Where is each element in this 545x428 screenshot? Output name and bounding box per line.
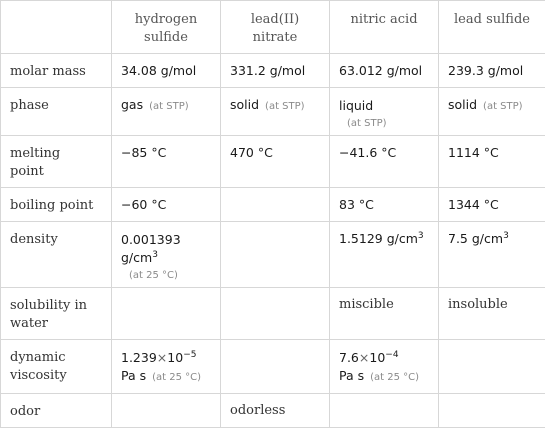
- cell-value: [112, 288, 221, 340]
- row-solubility: [1, 288, 545, 340]
- column-header-line: hydrogen: [121, 11, 211, 29]
- cell-value: [112, 188, 221, 222]
- cell-text: insoluble: [448, 297, 508, 312]
- row-label-line: water: [10, 315, 102, 333]
- cell-note: (at STP): [483, 101, 523, 112]
- cell-unit-line: [121, 249, 211, 267]
- cell-value: [439, 222, 545, 288]
- cell-value: [221, 222, 330, 288]
- row-label-melting-point: [1, 136, 112, 188]
- cell-value: [112, 54, 221, 88]
- cell-value: [221, 88, 330, 136]
- column-header-line: lead(II): [230, 11, 320, 29]
- cell-value: [221, 188, 330, 222]
- cell-value: [330, 88, 439, 136]
- cell-sci-number: [121, 349, 211, 367]
- header-row: [1, 1, 545, 54]
- cell-exponent: 3: [503, 231, 509, 241]
- cell-text: miscible: [339, 297, 394, 312]
- column-header-hydrogen-sulfide: [112, 1, 221, 54]
- cell-value: [112, 222, 221, 288]
- column-header-lead-nitrate: [221, 1, 330, 54]
- column-header-nitric-acid: [330, 1, 439, 54]
- cell-text: odorless: [230, 403, 285, 418]
- row-label-boiling-point: [1, 188, 112, 222]
- cell-text: −85 °C: [121, 145, 166, 160]
- row-label-line: molar mass: [10, 63, 102, 81]
- cell-exponent: −5: [183, 350, 196, 360]
- cell-exponent: 3: [152, 250, 158, 260]
- cell-text: 331.2 g/mol: [230, 63, 305, 78]
- row-label-line: phase: [10, 97, 102, 115]
- cell-unit: Pa s: [121, 368, 146, 383]
- cell-value: [330, 288, 439, 340]
- row-label-dynamic-viscosity: [1, 340, 112, 394]
- cell-times: ×: [359, 350, 369, 365]
- cell-unit-line: [339, 367, 429, 387]
- cell-value: [221, 54, 330, 88]
- cell-base: 10: [167, 350, 183, 365]
- cell-text: 1344 °C: [448, 197, 499, 212]
- cell-value: [439, 136, 545, 188]
- row-label-line: odor: [10, 403, 102, 421]
- cell-value: [112, 136, 221, 188]
- cell-value: [330, 188, 439, 222]
- cell-text: 470 °C: [230, 145, 273, 160]
- row-molar-mass: [1, 54, 545, 88]
- row-label-line: density: [10, 231, 102, 249]
- cell-note: (at 25 °C): [121, 270, 211, 281]
- cell-text: solid: [448, 97, 477, 112]
- cell-mantissa: 1.239: [121, 350, 157, 365]
- cell-text: 0.001393: [121, 231, 211, 249]
- row-density: [1, 222, 545, 288]
- row-phase: [1, 88, 545, 136]
- row-label-density: [1, 222, 112, 288]
- cell-unit-line: [121, 367, 211, 387]
- column-header-line: sulfide: [121, 29, 211, 47]
- cell-unit: Pa s: [339, 368, 364, 383]
- column-header-line: lead sulfide: [448, 11, 536, 29]
- corner-cell: [1, 1, 112, 54]
- cell-text: 7.5 g/cm: [448, 231, 503, 246]
- cell-value: [439, 88, 545, 136]
- row-label-line: boiling point: [10, 197, 102, 215]
- cell-value: [221, 340, 330, 394]
- cell-text: 239.3 g/mol: [448, 63, 523, 78]
- column-header-lead-sulfide: [439, 1, 545, 54]
- cell-text: solid: [230, 97, 259, 112]
- row-label-line: point: [10, 163, 102, 181]
- cell-text: 1114 °C: [448, 145, 499, 160]
- row-label-line: dynamic: [10, 349, 102, 367]
- cell-value: [330, 222, 439, 288]
- cell-unit: g/cm: [121, 250, 152, 265]
- cell-text: liquid: [339, 97, 429, 115]
- cell-exponent: 3: [418, 231, 424, 241]
- cell-value: [439, 288, 545, 340]
- cell-note: (at STP): [149, 101, 189, 112]
- cell-value: [221, 288, 330, 340]
- cell-text: 63.012 g/mol: [339, 63, 422, 78]
- cell-base: 10: [369, 350, 385, 365]
- cell-note: (at 25 °C): [152, 372, 201, 383]
- cell-value: [439, 340, 545, 394]
- cell-value: [112, 340, 221, 394]
- cell-text: 34.08 g/mol: [121, 63, 196, 78]
- row-label-molar-mass: [1, 54, 112, 88]
- cell-value: [221, 136, 330, 188]
- row-dynamic-viscosity: [1, 340, 545, 394]
- cell-text: 1.5129 g/cm: [339, 231, 418, 246]
- cell-text: −41.6 °C: [339, 145, 396, 160]
- cell-text: −60 °C: [121, 197, 166, 212]
- cell-text: 83 °C: [339, 197, 374, 212]
- cell-mantissa: 7.6: [339, 350, 359, 365]
- column-header-line: nitrate: [230, 29, 320, 47]
- cell-note: (at 25 °C): [370, 372, 419, 383]
- row-label-line: viscosity: [10, 367, 102, 385]
- cell-text: gas: [121, 97, 143, 112]
- cell-note: (at STP): [339, 118, 429, 129]
- column-header-line: nitric acid: [339, 11, 429, 29]
- cell-value: [439, 54, 545, 88]
- cell-note: (at STP): [265, 101, 305, 112]
- row-label-solubility: [1, 288, 112, 340]
- cell-sci-number: [339, 349, 429, 367]
- row-boiling-point: [1, 188, 545, 222]
- cell-value: [439, 188, 545, 222]
- cell-value: [330, 136, 439, 188]
- row-melting-point: [1, 136, 545, 188]
- cell-times: ×: [157, 350, 167, 365]
- row-label-line: solubility in: [10, 297, 102, 315]
- cell-exponent: −4: [385, 350, 398, 360]
- cell-value: [112, 88, 221, 136]
- row-label-line: melting: [10, 145, 102, 163]
- cell-value: [330, 54, 439, 88]
- row-label-phase: [1, 88, 112, 136]
- cell-value: [330, 340, 439, 394]
